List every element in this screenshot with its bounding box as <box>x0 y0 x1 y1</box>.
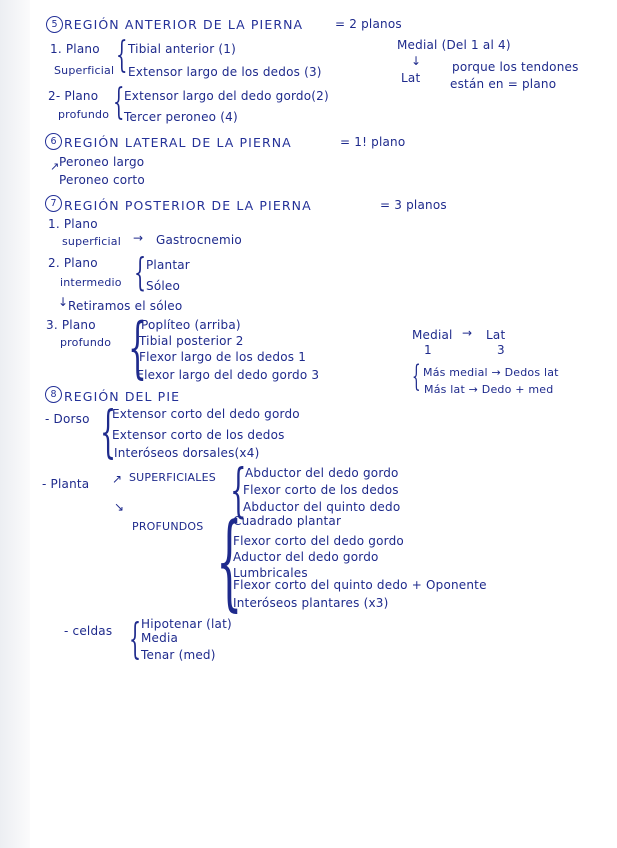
s5-note-medial: Medial (Del 1 al 4) <box>397 38 511 52</box>
s8-sup-1: Abductor del dedo gordo <box>245 466 399 480</box>
s7-note-3: 3 <box>497 343 505 357</box>
down-right-arrow-icon: ↘ <box>114 500 125 514</box>
section-6-title: REGIÓN LATERAL DE LA PIERNA <box>64 135 292 150</box>
s8-dorso-label: - Dorso <box>45 412 90 426</box>
brace: { <box>216 500 243 622</box>
s8-planta-label: - Planta <box>42 477 90 491</box>
s8-celda-2: Media <box>141 631 179 645</box>
section-6-suffix: = 1! plano <box>340 135 406 149</box>
s8-profundos-label: PROFUNDOS <box>132 520 204 533</box>
s7-muscle-3: Sóleo <box>146 279 181 293</box>
s7-note-mas-lat: Más lat → Dedo + med <box>424 383 554 396</box>
s8-dorso-1: Extensor corto del dedo gordo <box>112 407 300 421</box>
s7-plano1-label: 1. Plano <box>48 217 98 231</box>
brace: { <box>100 400 117 465</box>
s5-plano2-label: 2- Plano <box>48 89 99 103</box>
s5-plano1-label: 1. Plano <box>50 42 100 56</box>
down-arrow-icon: ↓ <box>58 295 69 309</box>
down-arrow-icon: ↓ <box>411 54 422 68</box>
s7-muscle-4: Poplíteo (arriba) <box>141 318 241 332</box>
s5-muscle-4: Tercer peroneo (4) <box>124 110 238 124</box>
s7-plano2-label: 2. Plano <box>48 256 98 270</box>
s5-muscle-1: Tibial anterior (1) <box>128 42 236 56</box>
s8-sup-3: Abductor del quinto dedo <box>243 500 401 514</box>
s7-plano2-sub: intermedio <box>60 276 122 289</box>
s5-muscle-2: Extensor largo de los dedos (3) <box>128 65 322 79</box>
section-5-title: REGIÓN ANTERIOR DE LA PIERNA <box>64 17 304 32</box>
right-arrow-icon: → <box>462 326 473 340</box>
brace: { <box>134 250 147 294</box>
brace: { <box>128 309 147 386</box>
s5-plano1-sub: Superficial <box>54 64 115 77</box>
brace: { <box>116 35 128 76</box>
brace: { <box>230 456 247 524</box>
section-8-title: REGIÓN DEL PIE <box>64 389 181 404</box>
s5-note-plane: están en = plano <box>450 77 557 91</box>
s5-muscle-3: Extensor largo del dedo gordo(2) <box>124 89 329 103</box>
s7-plano3-label: 3. Plano <box>46 318 96 332</box>
section-7-suffix: = 3 planos <box>380 198 447 212</box>
s5-note-reason: porque los tendones <box>452 60 579 74</box>
brace: { <box>129 614 142 663</box>
section-5-suffix: = 2 planos <box>335 17 402 31</box>
section-7-number: 7 <box>45 195 62 212</box>
s8-prof-3: Aductor del dedo gordo <box>233 550 379 564</box>
s7-muscle-1: Gastrocnemio <box>156 233 242 247</box>
s7-plano1-sub: superficial <box>62 235 122 248</box>
s7-note-lat: Lat <box>486 328 506 342</box>
right-arrow-icon: → <box>133 231 144 245</box>
s8-superficiales-label: SUPERFICIALES <box>129 471 216 484</box>
section-8-number: 8 <box>45 386 62 403</box>
brace: { <box>412 359 421 394</box>
s6-muscle-1: Peroneo largo <box>59 155 145 169</box>
s8-prof-2: Flexor corto del dedo gordo <box>233 534 404 548</box>
s8-dorso-2: Extensor corto de los dedos <box>112 428 285 442</box>
s7-retiramos: Retiramos el sóleo <box>68 299 183 313</box>
s7-note-medial: Medial <box>412 328 453 342</box>
s8-prof-1: Cuadrado plantar <box>233 514 342 528</box>
s7-note-mas-medial: Más medial → Dedos lat <box>423 366 559 379</box>
section-7-title: REGIÓN POSTERIOR DE LA PIERNA <box>64 198 312 213</box>
s8-prof-4: Lumbricales <box>233 566 308 580</box>
brace: { <box>113 82 125 123</box>
s7-muscle-5: Tibial posterior 2 <box>139 334 244 348</box>
s5-plano2-sub: profundo <box>58 108 110 121</box>
s7-muscle-7: Flexor largo del dedo gordo 3 <box>137 368 320 382</box>
s7-muscle-2: Plantar <box>146 258 190 272</box>
section-6-number: 6 <box>45 133 62 150</box>
s8-prof-5: Flexor corto del quinto dedo + Oponente <box>233 578 487 592</box>
s8-celdas-label: - celdas <box>64 624 113 638</box>
s7-plano3-sub: profundo <box>60 336 112 349</box>
s5-note-lat: Lat <box>401 71 421 85</box>
up-right-arrow-icon: ↗ <box>112 472 123 486</box>
s8-celda-1: Hipotenar (lat) <box>141 617 232 631</box>
s6-muscle-2: Peroneo corto <box>59 173 145 187</box>
s8-sup-2: Flexor corto de los dedos <box>243 483 399 497</box>
s7-muscle-6: Flexor largo de los dedos 1 <box>139 350 307 364</box>
s7-note-1: 1 <box>424 343 432 357</box>
branch-arrow-icon: ↗ <box>50 160 60 173</box>
s8-prof-6: Interóseos plantares (x3) <box>233 596 389 610</box>
s8-celda-3: Tenar (med) <box>141 648 216 662</box>
section-5-number: 5 <box>46 16 63 33</box>
s8-dorso-3: Interóseos dorsales(x4) <box>114 446 260 460</box>
